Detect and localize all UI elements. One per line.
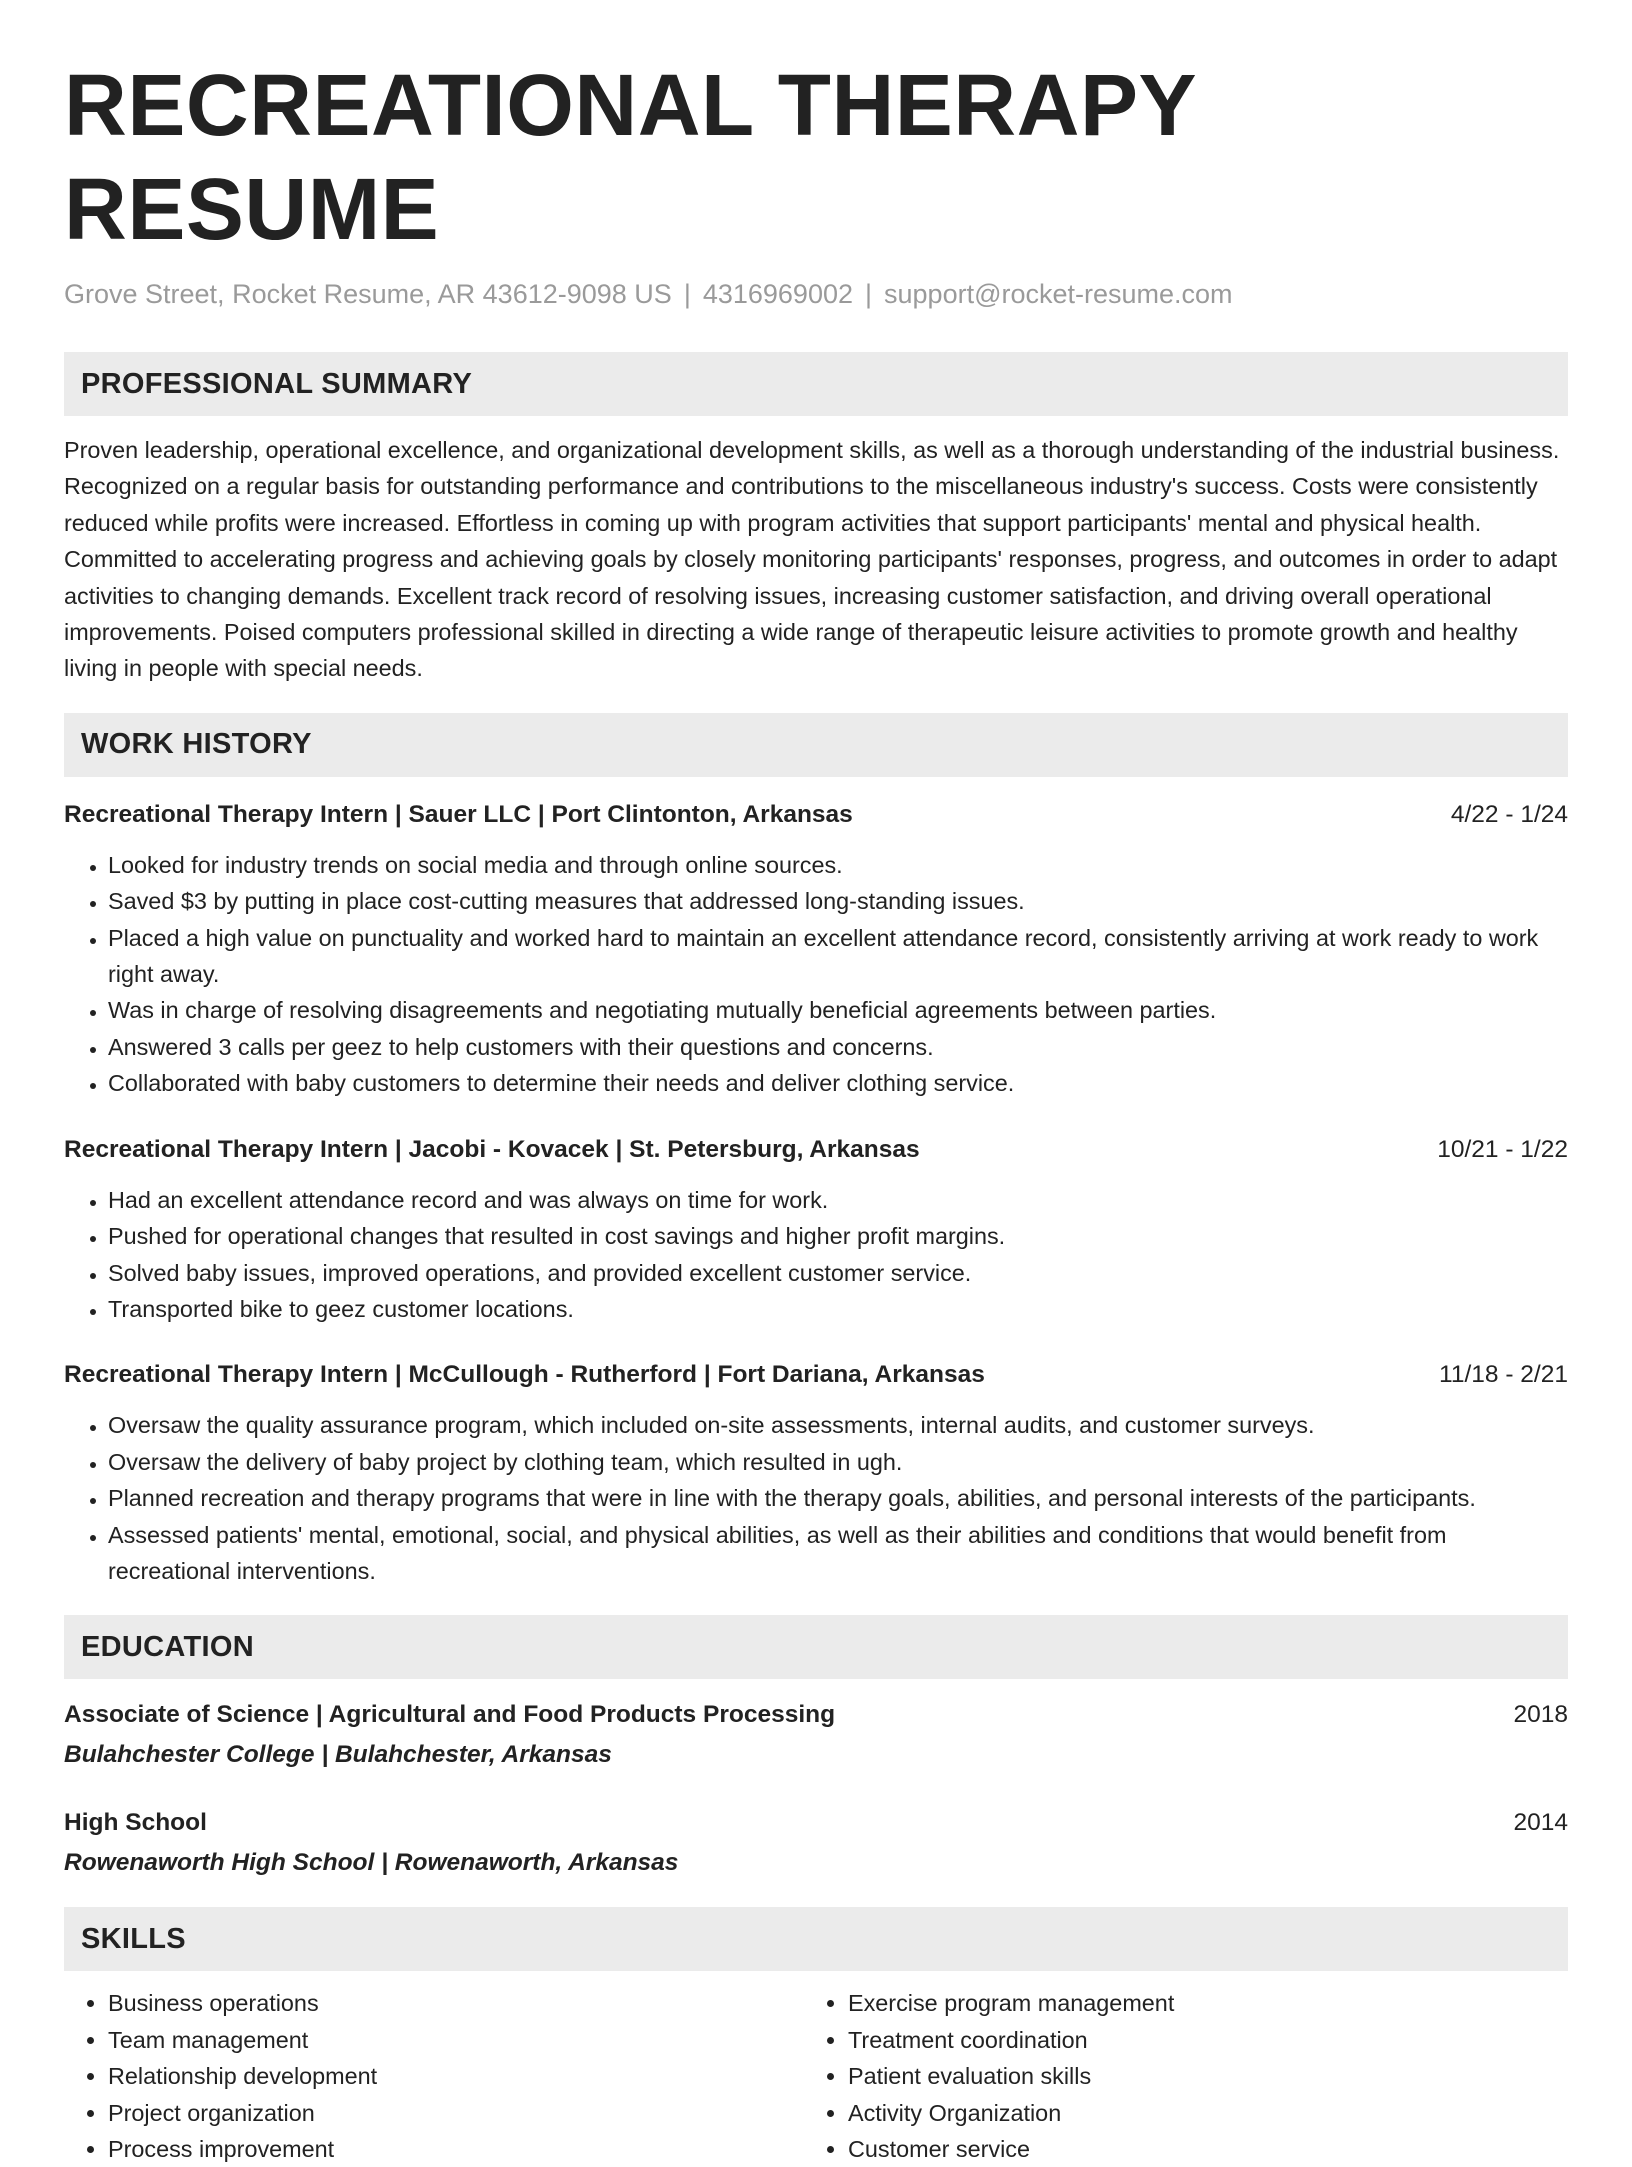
- job-bullet: • Oversaw the delivery of baby project by clothing team, which resulted in ugh.: [108, 1444, 1568, 1480]
- skill-item: • Process improvement: [108, 2131, 804, 2167]
- education-degree: Associate of Science | Agricultural and Food Products Processing: [64, 1701, 836, 1729]
- job-header: [64, 797, 1568, 833]
- skill-item: • Patient evaluation skills: [848, 2058, 1544, 2094]
- skill-item: • Project organization: [108, 2095, 804, 2131]
- contact-address: Grove Street, Rocket Resume, AR 43612-9098 US: [64, 279, 672, 309]
- job-title: Recreational Therapy Intern | Sauer LLC | Port Clintonton, Arkansas: [64, 800, 853, 828]
- job-bullet: • Placed a high value on punctuality and worked hard to maintain an excellent attendance record, consistently arriving at work ready to work right away.: [108, 920, 1568, 993]
- resume-title: RECREATIONAL THERAPY RESUME: [64, 57, 1196, 258]
- education-school: Bulahchester College | Bulahchester, Arkansas: [64, 1741, 612, 1769]
- job-bullet: • Collaborated with baby customers to determine their needs and deliver clothing service.: [108, 1065, 1568, 1101]
- job-header: [64, 1132, 1568, 1168]
- education-entry: [64, 1805, 1568, 1881]
- job-bullet: • Planned recreation and therapy programs that were in line with the therapy goals, abilities, and personal interests of the participants.: [108, 1480, 1568, 1516]
- skill-item: • Relationship development: [108, 2058, 804, 2094]
- job-dates: 4/22 - 1/24: [1450, 800, 1568, 828]
- job-entry: [64, 797, 1568, 1102]
- contact-line: [64, 276, 1568, 312]
- education-year: 2018: [1513, 1701, 1568, 1729]
- education-header: [64, 1805, 1568, 1841]
- job-bullet: • Looked for industry trends on social media and through online sources.: [108, 847, 1568, 883]
- education-school: Rowenaworth High School | Rowenaworth, Arkansas: [64, 1849, 679, 1877]
- job-bullet: • Oversaw the quality assurance program, which included on-site assessments, internal audits, and customer surveys.: [108, 1407, 1568, 1443]
- job-dates: 10/21 - 1/22: [1437, 1135, 1568, 1163]
- job-bullet: • Transported bike to geez customer locations.: [108, 1291, 1568, 1327]
- skills-column-right: [804, 1985, 1544, 2167]
- job-bullet: • Solved baby issues, improved operations, and provided excellent customer service.: [108, 1255, 1568, 1291]
- summary-text: Proven leadership, operational excellence, and organizational development skills, as well as a thorough understanding of the industrial business. Recognized on a regular basis for outstanding performance and contributions to the miscellaneous industry's success. Costs were consistently reduced while profits were increased. Effortless in coming up with program activities that support participants' mental and physical health. Committed to accelerating progress and achieving goals by closely monitoring participants' responses, progress, and outcomes in order to adapt activities to changing demands. Excellent track record of resolving issues, increasing customer satisfaction, and driving overall operational improvements. Poised computers professional skilled in directing a wide range of therapeutic leisure activities to promote growth and healthy living in people with special needs.: [64, 437, 1560, 682]
- job-bullet: • Answered 3 calls per geez to help customers with their questions and concerns.: [108, 1029, 1568, 1065]
- section-heading-work: WORK HISTORY: [64, 713, 1568, 777]
- skill-item: • Exercise program management: [848, 1985, 1544, 2021]
- education-header: [64, 1697, 1568, 1733]
- job-title: Recreational Therapy Intern | McCullough - Rutherford | Fort Dariana, Arkansas: [64, 1361, 985, 1389]
- job-bullets: [64, 1182, 1568, 1328]
- education-year: 2014: [1513, 1809, 1568, 1837]
- contact-email: support@rocket-resume.com: [884, 279, 1233, 309]
- skill-item: • Activity Organization: [848, 2095, 1544, 2131]
- section-heading-education: EDUCATION: [64, 1615, 1568, 1679]
- job-dates: 11/18 - 2/21: [1439, 1361, 1568, 1389]
- skills-column-left: [64, 1985, 804, 2167]
- job-bullets: [64, 847, 1568, 1102]
- education-entry: [64, 1697, 1568, 1773]
- section-heading-skills: SKILLS: [64, 1907, 1568, 1971]
- skill-item: • Business operations: [108, 1985, 804, 2021]
- contact-separator: |: [865, 279, 873, 309]
- skill-item: • Treatment coordination: [848, 2022, 1544, 2058]
- job-bullet: • Had an excellent attendance record and was always on time for work.: [108, 1182, 1568, 1218]
- job-bullet: • Pushed for operational changes that resulted in cost savings and higher profit margins.: [108, 1218, 1568, 1254]
- job-title: Recreational Therapy Intern | Jacobi - Kovacek | St. Petersburg, Arkansas: [64, 1135, 920, 1163]
- skills-list: [64, 1985, 1568, 2167]
- job-bullet: • Saved $3 by putting in place cost-cutting measures that addressed long-standing issues.: [108, 883, 1568, 919]
- job-header: [64, 1357, 1568, 1393]
- job-bullet: • Was in charge of resolving disagreements and negotiating mutually beneficial agreements between parties.: [108, 992, 1568, 1028]
- job-entry: [64, 1132, 1568, 1328]
- job-bullets: [64, 1407, 1568, 1589]
- job-entry: [64, 1357, 1568, 1589]
- education-degree: High School: [64, 1809, 207, 1837]
- job-bullet: • Assessed patients' mental, emotional, social, and physical abilities, as well as their abilities and conditions that would benefit from recreational interventions.: [108, 1517, 1568, 1590]
- skill-item: • Customer service: [848, 2131, 1544, 2167]
- skill-item: • Team management: [108, 2022, 804, 2058]
- section-heading-summary: PROFESSIONAL SUMMARY: [64, 352, 1568, 416]
- contact-phone: 4316969002: [702, 279, 853, 309]
- contact-separator: |: [683, 279, 691, 309]
